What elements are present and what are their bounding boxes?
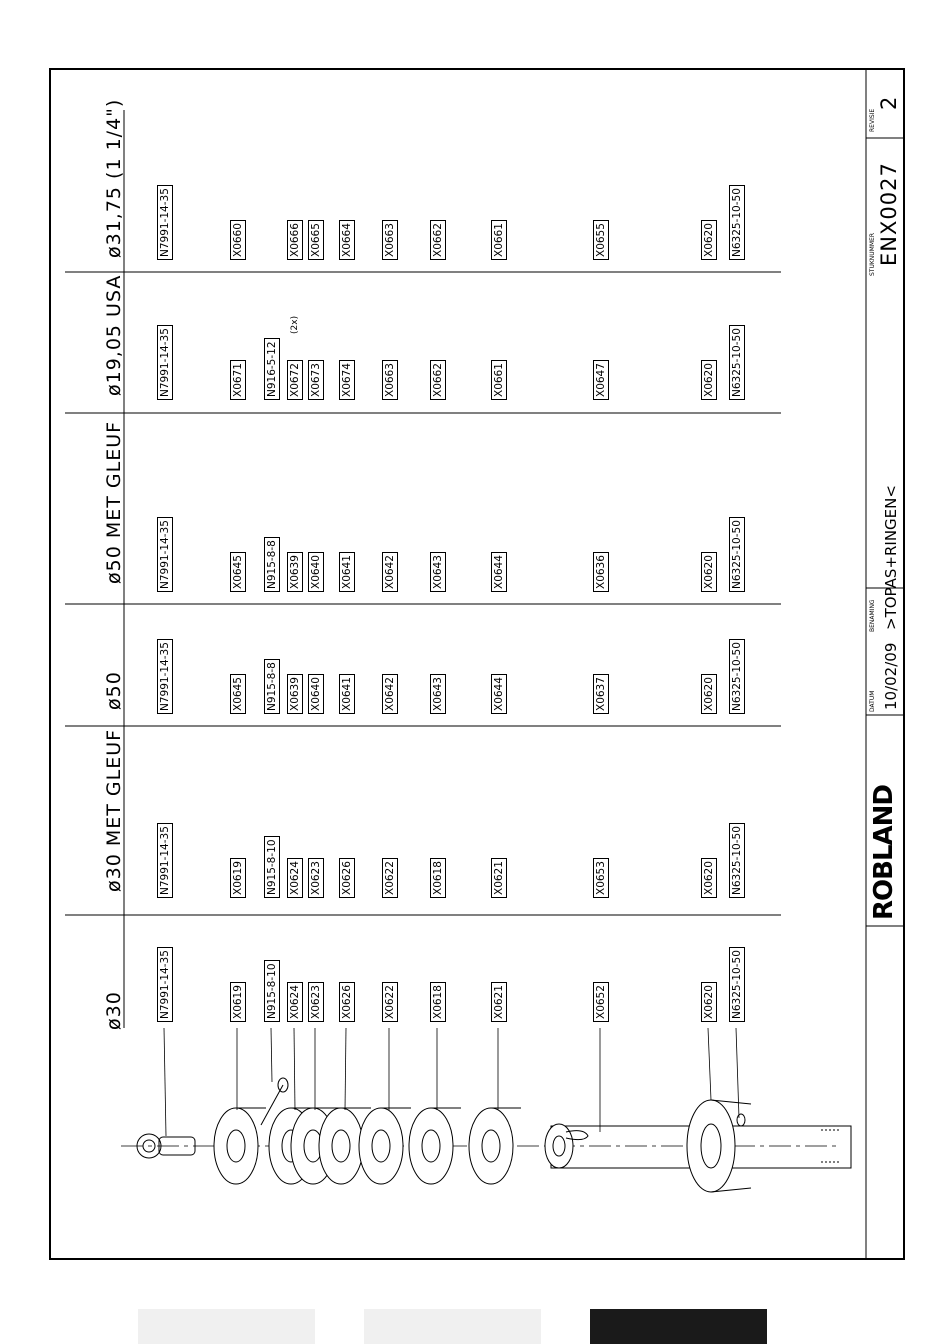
part-number-label: N7991-14-35 [157, 185, 173, 260]
datum-value: 10/02/09 [882, 642, 900, 710]
part-number-label: N6325-10-50 [729, 517, 745, 592]
part-number-label: N6325-10-50 [729, 325, 745, 400]
part-number-label: X0661 [491, 360, 507, 400]
part-number-label: X0661 [491, 220, 507, 260]
part-number-label: X0624 [287, 858, 303, 898]
column-header-0: ø30 [103, 991, 125, 1030]
part-number-label: X0620 [701, 674, 717, 714]
part-number-label: X0626 [339, 858, 355, 898]
part-number-label: X0620 [701, 858, 717, 898]
part-number-label: N6325-10-50 [729, 947, 745, 1022]
part-number-label: X0618 [430, 858, 446, 898]
drawing-sheet [49, 68, 905, 1260]
exploded-view-drawing [51, 70, 903, 1258]
part-number-label: X0640 [308, 552, 324, 592]
part-number-label: X0664 [339, 220, 355, 260]
revisie-label: REVISIE [869, 108, 876, 132]
part-number-label: X0626 [339, 982, 355, 1022]
part-number-label: N915-8-10 [264, 960, 280, 1022]
part-number-label: X0620 [701, 552, 717, 592]
part-number-label: X0640 [308, 674, 324, 714]
part-number-label: N7991-14-35 [157, 517, 173, 592]
part-number-label: X0663 [382, 220, 398, 260]
part-number-label: X0620 [701, 360, 717, 400]
part-number-label: X0642 [382, 552, 398, 592]
part-number-label: X0647 [593, 360, 609, 400]
column-header-2: ø50 [103, 671, 125, 710]
quantity-note: (2x) [290, 315, 300, 334]
part-number-label: X0644 [491, 674, 507, 714]
part-number-label: N915-8-8 [264, 659, 280, 714]
part-number-label: X0645 [230, 552, 246, 592]
stuknummer-label: STUKNUMMER [869, 233, 876, 276]
part-number-label: X0639 [287, 674, 303, 714]
part-number-label: X0672 [287, 360, 303, 400]
part-number-label: N6325-10-50 [729, 639, 745, 714]
part-number-label: X0652 [593, 982, 609, 1022]
part-number-label: N916-5-12 [264, 338, 280, 400]
part-number-label: X0645 [230, 674, 246, 714]
part-number-label: X0673 [308, 360, 324, 400]
part-number-label: X0620 [701, 220, 717, 260]
part-number-label: X0643 [430, 552, 446, 592]
part-number-label: N7991-14-35 [157, 639, 173, 714]
column-header-5: ø31,75 (1 1/4") [103, 98, 125, 258]
column-header-3: ø50 MET GLEUF [103, 420, 125, 584]
part-number-label: X0665 [308, 220, 324, 260]
part-number-label: X0618 [430, 982, 446, 1022]
part-number-label: N7991-14-35 [157, 947, 173, 1022]
part-number-label: X0641 [339, 552, 355, 592]
part-number-label: X0619 [230, 982, 246, 1022]
part-number-label: X0624 [287, 982, 303, 1022]
part-number-label: X0636 [593, 552, 609, 592]
part-number-label: X0641 [339, 674, 355, 714]
nav-button-prev[interactable] [138, 1309, 315, 1344]
part-number-label: N915-8-10 [264, 836, 280, 898]
part-number-label: X0620 [701, 982, 717, 1022]
part-number-label: X0660 [230, 220, 246, 260]
part-number-label: X0662 [430, 220, 446, 260]
part-number-label: X0639 [287, 552, 303, 592]
stuknummer-value: ENX0027 [877, 162, 901, 266]
part-number-label: N7991-14-35 [157, 325, 173, 400]
column-header-4: ø19,05 USA [103, 274, 125, 396]
part-number-label: X0644 [491, 552, 507, 592]
part-number-label: X0622 [382, 982, 398, 1022]
part-number-label: N915-8-8 [264, 537, 280, 592]
column-header-1: ø30 MET GLEUF [103, 728, 125, 892]
part-number-label: X0622 [382, 858, 398, 898]
part-number-label: X0662 [430, 360, 446, 400]
part-number-label: X0674 [339, 360, 355, 400]
part-number-label: X0653 [593, 858, 609, 898]
part-number-label: X0623 [308, 858, 324, 898]
part-number-label: X0655 [593, 220, 609, 260]
robland-logo: ROBLAND [869, 785, 899, 920]
part-number-label: X0666 [287, 220, 303, 260]
part-number-label: N6325-10-50 [729, 823, 745, 898]
part-number-label: X0642 [382, 674, 398, 714]
part-number-label: X0663 [382, 360, 398, 400]
part-number-label: X0621 [491, 858, 507, 898]
benaming-label: BENAMING [869, 599, 876, 632]
part-number-label: X0671 [230, 360, 246, 400]
revisie-value: 2 [877, 95, 901, 110]
part-number-label: X0643 [430, 674, 446, 714]
nav-button-next[interactable] [590, 1309, 767, 1344]
part-number-label: N7991-14-35 [157, 823, 173, 898]
part-number-label: X0623 [308, 982, 324, 1022]
part-number-label: X0619 [230, 858, 246, 898]
nav-button-middle[interactable] [364, 1309, 541, 1344]
datum-label: DATUM [869, 690, 876, 712]
benaming-value: >TOPAS+RINGEN< [882, 485, 900, 630]
part-number-label: X0637 [593, 674, 609, 714]
part-number-label: N6325-10-50 [729, 185, 745, 260]
part-number-label: X0621 [491, 982, 507, 1022]
